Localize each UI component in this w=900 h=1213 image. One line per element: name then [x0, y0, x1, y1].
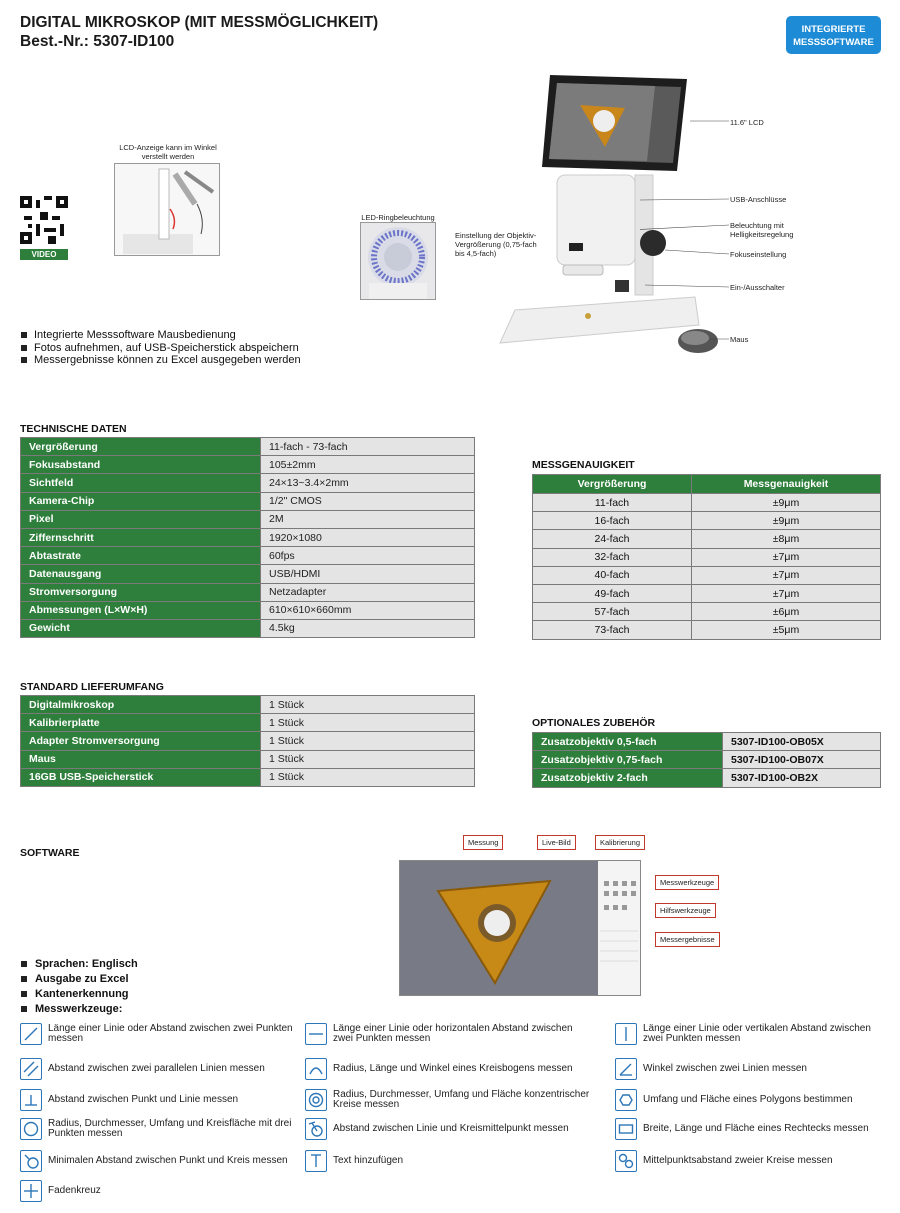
- optional-row: [533, 751, 881, 769]
- magnification-cell: 49-fach: [533, 584, 692, 602]
- tool-label: Abstand zwischen Punkt und Linie messen: [48, 1093, 239, 1105]
- row-key: Maus: [21, 750, 261, 768]
- tool-label: Radius, Länge und Winkel eines Kreisbogens messen: [333, 1062, 573, 1074]
- row-value: 1920×1080: [261, 528, 475, 546]
- title-line-1: DIGITAL MIKROSKOP (MIT MESSMÖGLICHKEIT): [20, 14, 379, 31]
- optional-table: [532, 732, 881, 788]
- two-circles-icon: [615, 1150, 637, 1172]
- angle-icon: [615, 1058, 637, 1080]
- tool-item: [20, 1058, 305, 1080]
- row-key: Stromversorgung: [21, 583, 261, 601]
- tool-item: [20, 1089, 305, 1111]
- software-bullet: Messwerkzeuge:: [20, 1002, 138, 1017]
- row-value: 5307-ID100-OB05X: [723, 733, 881, 751]
- tool-label: Breite, Länge und Fläche eines Rechtecks messen: [643, 1122, 869, 1134]
- tech-row: [21, 565, 475, 583]
- label-lcd: 11.6" LCD: [730, 118, 764, 127]
- row-key: Abmessungen (L×W×H): [21, 601, 261, 619]
- software-bullet: Kantenerkennung: [20, 987, 138, 1002]
- tech-row: [21, 528, 475, 546]
- video-label: VIDEO: [20, 249, 68, 260]
- rectangle-icon: [615, 1118, 637, 1140]
- lcd-caption: LCD-Anzeige kann im Winkel verstellt werden: [119, 143, 217, 161]
- label-mouse: Maus: [730, 335, 749, 344]
- page-title: [20, 13, 378, 51]
- tool-item: [615, 1023, 887, 1045]
- accuracy-row: [533, 566, 881, 584]
- row-key: Fokusabstand: [21, 456, 261, 474]
- parallel-lines-icon: [20, 1058, 42, 1080]
- callout-calib: Kalibrierung: [595, 835, 645, 850]
- accuracy-row: [533, 512, 881, 530]
- row-key: Adapter Stromversorgung: [21, 732, 261, 750]
- callout-results: Messergebnisse: [655, 932, 720, 947]
- tool-item: [615, 1118, 887, 1140]
- tool-item: [20, 1118, 305, 1140]
- row-value: 610×610×660mm: [261, 601, 475, 619]
- scope-table: [20, 695, 475, 787]
- accuracy-cell: ±7μm: [692, 548, 881, 566]
- row-key: Datenausgang: [21, 565, 261, 583]
- tool-label: Mittelpunktsabstand zweier Kreise messen: [643, 1154, 833, 1166]
- row-value: 1 Stück: [261, 750, 475, 768]
- line-diagonal-icon: [20, 1023, 42, 1045]
- tool-label: Minimalen Abstand zwischen Punkt und Kreis messen: [48, 1154, 288, 1166]
- tool-item: [305, 1058, 590, 1080]
- tech-row: [21, 474, 475, 492]
- row-key: Pixel: [21, 510, 261, 528]
- row-value: 105±2mm: [261, 456, 475, 474]
- optional-heading: OPTIONALES ZUBEHÖR: [532, 717, 656, 729]
- tool-label: Länge einer Linie oder vertikalen Abstand zwischen zwei Punkten messen: [643, 1022, 871, 1044]
- accuracy-col-header: Messgenauigkeit: [692, 475, 881, 494]
- tool-item: [20, 1180, 305, 1202]
- callout-measure: Messung: [463, 835, 503, 850]
- software-bullet: Ausgabe zu Excel: [20, 972, 138, 987]
- row-key: 16GB USB-Speicherstick: [21, 768, 261, 786]
- tool-label: Text hinzufügen: [333, 1154, 404, 1166]
- row-value: 60fps: [261, 547, 475, 565]
- tool-item: [615, 1089, 887, 1111]
- order-number: Best.-Nr.: 5307-ID100: [20, 33, 175, 50]
- qr-code[interactable]: [20, 196, 68, 259]
- row-key: Kalibrierplatte: [21, 714, 261, 732]
- led-caption: LED-Ringbeleuchtung: [361, 213, 435, 222]
- led-ring-image: [360, 222, 436, 300]
- row-key: Ziffernschritt: [21, 528, 261, 546]
- row-value: Netzadapter: [261, 583, 475, 601]
- tool-label: Winkel zwischen zwei Linien messen: [643, 1062, 807, 1074]
- magnification-cell: 16-fach: [533, 512, 692, 530]
- scope-row: [21, 732, 475, 750]
- row-value: 4.5kg: [261, 619, 475, 637]
- tool-item: [20, 1150, 305, 1172]
- label-focus: Fokuseinstellung: [730, 250, 787, 259]
- accuracy-table: [532, 474, 881, 640]
- badge-line-1: INTEGRIERTE: [801, 24, 866, 35]
- callout-tools: Messwerkzeuge: [655, 875, 719, 890]
- tool-item: [305, 1023, 590, 1045]
- software-heading: SOFTWARE: [20, 847, 80, 859]
- tool-item: [305, 1150, 590, 1172]
- row-key: Abtastrate: [21, 547, 261, 565]
- row-key: Zusatzobjektiv 0,75-fach: [533, 751, 723, 769]
- row-key: Zusatzobjektiv 2-fach: [533, 769, 723, 787]
- label-power: Ein-/Ausschalter: [730, 283, 785, 292]
- accuracy-row: [533, 621, 881, 639]
- crosshair-icon: [20, 1180, 42, 1202]
- software-badge: [786, 16, 881, 54]
- tool-label: Abstand zwischen zwei parallelen Linien messen: [48, 1062, 265, 1074]
- accuracy-cell: ±5μm: [692, 621, 881, 639]
- row-value: USB/HDMI: [261, 565, 475, 583]
- software-screenshot: [399, 860, 641, 996]
- tech-table: [20, 437, 475, 638]
- row-value: 11-fach - 73-fach: [261, 438, 475, 456]
- row-value: 5307-ID100-OB07X: [723, 751, 881, 769]
- tool-item: [615, 1058, 887, 1080]
- scope-row: [21, 750, 475, 768]
- row-value: 1 Stück: [261, 714, 475, 732]
- tech-row: [21, 583, 475, 601]
- text-icon: [305, 1150, 327, 1172]
- accuracy-cell: ±6μm: [692, 603, 881, 621]
- tech-heading: TECHNISCHE DATEN: [20, 423, 127, 435]
- accuracy-row: [533, 494, 881, 512]
- tool-label: Länge einer Linie oder Abstand zwischen zwei Punkten messen: [48, 1022, 293, 1044]
- tech-row: [21, 619, 475, 637]
- accuracy-cell: ±7μm: [692, 584, 881, 602]
- accuracy-heading: MESSGENAUIGKEIT: [532, 459, 635, 471]
- row-value: 2M: [261, 510, 475, 528]
- feature-item: Messergebnisse können zu Excel ausgegeben werden: [20, 354, 301, 367]
- row-value: 24×13~3.4×2mm: [261, 474, 475, 492]
- accuracy-cell: ±7μm: [692, 566, 881, 584]
- tech-row: [21, 547, 475, 565]
- optional-row: [533, 733, 881, 751]
- accuracy-row: [533, 530, 881, 548]
- accuracy-cell: ±9μm: [692, 494, 881, 512]
- accuracy-row: [533, 584, 881, 602]
- row-key: Sichtfeld: [21, 474, 261, 492]
- tool-label: Abstand zwischen Linie und Kreismittelpunkt messen: [333, 1122, 569, 1134]
- row-key: Zusatzobjektiv 0,5-fach: [533, 733, 723, 751]
- scope-heading: STANDARD LIEFERUMFANG: [20, 681, 164, 693]
- software-bullet: Sprachen: Englisch: [20, 957, 138, 972]
- callout-live: Live-Bild: [537, 835, 576, 850]
- row-key: Digitalmikroskop: [21, 696, 261, 714]
- callout-aux: Hilfswerkzeuge: [655, 903, 716, 918]
- magnification-cell: 32-fach: [533, 548, 692, 566]
- polygon-icon: [615, 1089, 637, 1111]
- feature-item: Integrierte Messsoftware Mausbedienung: [20, 329, 301, 342]
- row-value: 5307-ID100-OB2X: [723, 769, 881, 787]
- magnification-cell: 40-fach: [533, 566, 692, 584]
- line-circle-center-icon: [305, 1118, 327, 1140]
- circle-icon: [20, 1118, 42, 1140]
- row-value: 1/2" CMOS: [261, 492, 475, 510]
- feature-item: Fotos aufnehmen, auf USB-Speicherstick abspeichern: [20, 342, 301, 355]
- label-light: Beleuchtung mit Helligkeitsregelung: [730, 221, 794, 239]
- tool-label: Fadenkreuz: [48, 1184, 101, 1196]
- label-leader-lines: [640, 115, 730, 345]
- scope-row: [21, 768, 475, 786]
- accuracy-row: [533, 548, 881, 566]
- arc-icon: [305, 1058, 327, 1080]
- tool-item: [615, 1150, 887, 1172]
- accuracy-cell: ±9μm: [692, 512, 881, 530]
- feature-list: [20, 329, 301, 367]
- line-horizontal-icon: [305, 1023, 327, 1045]
- software-bullets: [20, 957, 138, 1017]
- row-value: 1 Stück: [261, 768, 475, 786]
- tool-item: [305, 1118, 590, 1140]
- magnification-cell: 57-fach: [533, 603, 692, 621]
- magnification-cell: 11-fach: [533, 494, 692, 512]
- magnification-cell: 24-fach: [533, 530, 692, 548]
- tech-row: [21, 456, 475, 474]
- optional-row: [533, 769, 881, 787]
- tech-row: [21, 510, 475, 528]
- tech-row: [21, 492, 475, 510]
- row-key: Vergrößerung: [21, 438, 261, 456]
- scope-row: [21, 696, 475, 714]
- tool-label: Radius, Durchmesser, Umfang und Fläche konzentrischer Kreise messen: [333, 1088, 590, 1110]
- accuracy-col-header: Vergrößerung: [533, 475, 692, 494]
- point-line-icon: [20, 1089, 42, 1111]
- badge-line-2: MESSSOFTWARE: [793, 37, 874, 48]
- row-key: Gewicht: [21, 619, 261, 637]
- accuracy-row: [533, 603, 881, 621]
- concentric-circles-icon: [305, 1089, 327, 1111]
- scope-row: [21, 714, 475, 732]
- row-value: 1 Stück: [261, 696, 475, 714]
- magnification-cell: 73-fach: [533, 621, 692, 639]
- qr-code-icon: [20, 196, 68, 244]
- tech-row: [21, 438, 475, 456]
- label-objective: Einstellung der Objektiv-Vergrößerung (0,75-fach bis 4,5-fach): [455, 231, 537, 258]
- tool-label: Länge einer Linie oder horizontalen Abstand zwischen zwei Punkten messen: [333, 1022, 573, 1044]
- point-circle-min-icon: [20, 1150, 42, 1172]
- line-vertical-icon: [615, 1023, 637, 1045]
- label-usb: USB-Anschlüsse: [730, 195, 787, 204]
- tech-row: [21, 601, 475, 619]
- tool-label: Umfang und Fläche eines Polygons bestimmen: [643, 1093, 853, 1105]
- tool-item: [305, 1089, 590, 1111]
- tool-label: Radius, Durchmesser, Umfang und Kreisfläche mit drei Punkten messen: [48, 1117, 292, 1139]
- row-value: 1 Stück: [261, 732, 475, 750]
- accuracy-cell: ±8μm: [692, 530, 881, 548]
- lcd-angle-image: [114, 163, 220, 256]
- tool-item: [20, 1023, 305, 1045]
- row-key: Kamera-Chip: [21, 492, 261, 510]
